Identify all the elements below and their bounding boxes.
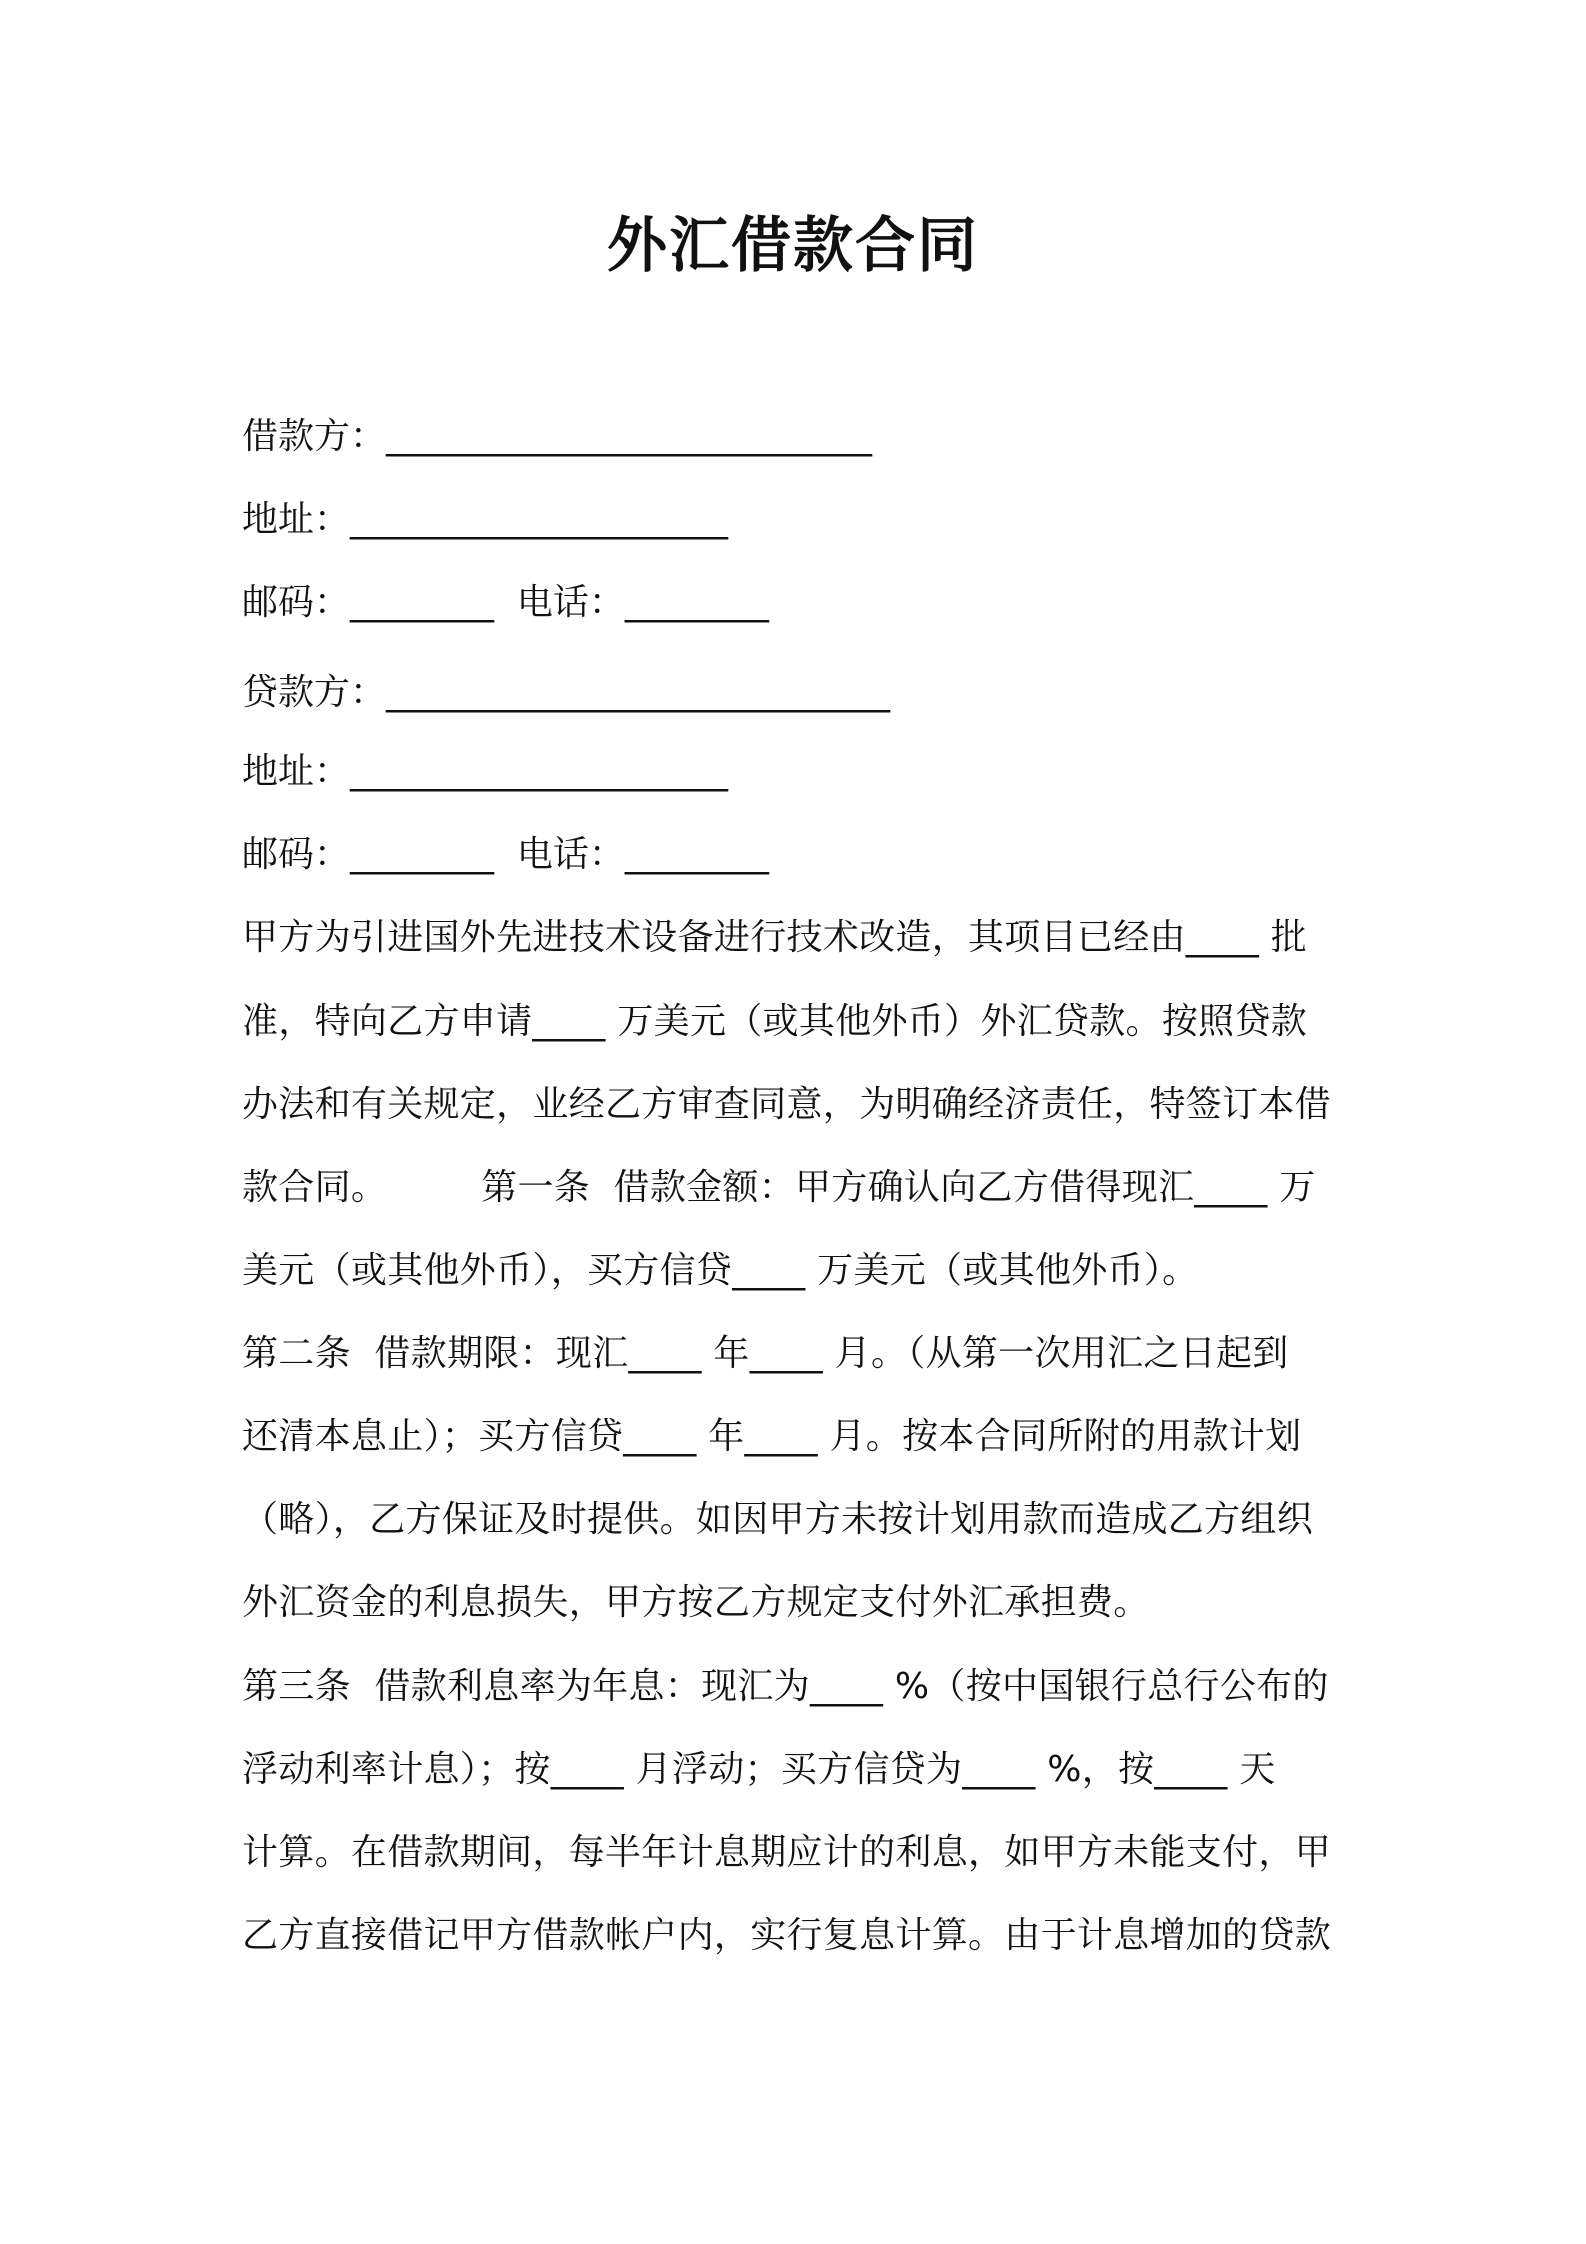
borrower-postcode-phone-field: 邮码：________ 电话：________ bbox=[242, 582, 769, 623]
document-title: 外汇借款合同 bbox=[607, 211, 979, 281]
body-line: 第三条 借款利息率为年息：现汇为____ %（按中国银行总行公布的 bbox=[242, 1666, 1329, 1707]
body-line: 准，特向乙方申请____ 万美元（或其他外币）外汇贷款。按照贷款 bbox=[242, 1001, 1308, 1042]
lender-address-field: 地址：_____________________ bbox=[242, 751, 729, 792]
body-line: 外汇资金的利息损失，甲方按乙方规定支付外汇承担费。 bbox=[242, 1582, 1150, 1623]
body-line: 美元（或其他外币），买方信贷____ 万美元（或其他外币）。 bbox=[242, 1250, 1199, 1291]
lender-name-field: 贷款方：____________________________ bbox=[242, 672, 891, 713]
lender-postcode-phone-field: 邮码：________ 电话：________ bbox=[242, 834, 769, 875]
body-line: 办法和有关规定，业经乙方审查同意，为明确经济责任，特签订本借 bbox=[242, 1084, 1332, 1125]
body-line: 还清本息止）；买方信贷____ 年____ 月。按本合同所附的用款计划 bbox=[242, 1416, 1302, 1457]
body-line: 第二条 借款期限：现汇____ 年____ 月。（从第一次用汇之日起到 bbox=[242, 1333, 1289, 1374]
borrower-name-field: 借款方：___________________________ bbox=[242, 416, 873, 457]
body-line: 浮动利率计息）；按____ 月浮动；买方信贷为____ %，按____ 天 bbox=[242, 1749, 1276, 1790]
body-line: 乙方直接借记甲方借款帐户内，实行复息计算。由于计息增加的贷款 bbox=[242, 1915, 1332, 1956]
borrower-address-field: 地址：_____________________ bbox=[242, 499, 729, 540]
body-line: 甲方为引进国外先进技术设备进行技术改造，其项目已经由____ 批 bbox=[242, 917, 1308, 958]
body-line: （略），乙方保证及时提供。如因甲方未按计划用款而造成乙方组织 bbox=[242, 1499, 1314, 1540]
body-line: 计算。在借款期间，每半年计息期应计的利息，如甲方未能支付，甲 bbox=[242, 1832, 1332, 1873]
body-line: 款合同。 第一条 借款金额：甲方确认向乙方借得现汇____ 万 bbox=[242, 1167, 1316, 1208]
